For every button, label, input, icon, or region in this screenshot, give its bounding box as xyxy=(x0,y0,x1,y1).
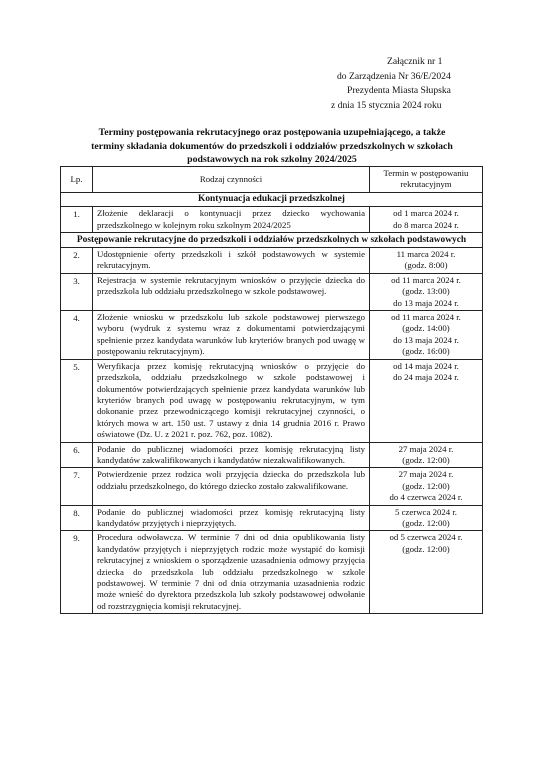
document-title xyxy=(62,126,482,167)
table-row xyxy=(61,311,483,360)
term-line: do 8 marca 2024 r. xyxy=(393,219,459,230)
row-activity: Podanie do publicznej wiadomości przez komisję rekrutacyjną listy kandydatów zakwalifikowanych i kandydatów niezakwalifikowanych. xyxy=(93,442,370,468)
header-activity: Rodzaj czynności xyxy=(93,167,370,193)
term-line: od 14 maja 2024 r. xyxy=(393,360,459,371)
header-term: Termin w postępowaniu rekrutacyjnym xyxy=(370,167,483,193)
table-row xyxy=(61,505,483,531)
row-term xyxy=(370,311,483,360)
section-row xyxy=(61,233,483,248)
title-line: Terminy postępowania rekrutacyjnego oraz postępowania uzupełniającego, a także xyxy=(98,127,446,138)
row-number: 4. xyxy=(61,311,93,360)
term-line: (godz. 12:00) xyxy=(402,480,450,491)
row-number: 9. xyxy=(61,531,93,614)
section-row xyxy=(61,192,483,206)
row-number: 5. xyxy=(61,359,93,442)
row-term xyxy=(370,359,483,442)
row-number: 6. xyxy=(61,442,93,468)
section-title: Postępowanie rekrutacyjne do przedszkoli i oddziałów przedszkolnych w szkołach podstawowych xyxy=(61,233,483,248)
row-number: 8. xyxy=(61,505,93,531)
row-term xyxy=(370,248,483,274)
term-line: (godz. 12:00) xyxy=(402,517,450,528)
term-line: (godz. 16:00) xyxy=(402,346,450,357)
section-title: Kontynuacja edukacji przedszkolnej xyxy=(61,192,483,206)
row-activity: Rejestracja w systemie rekrutacyjnym wniosków o przyjęcie dziecka do przedszkola lub oddziału przedszkolnego w szkole podstawowej. xyxy=(93,273,370,310)
title-line: podstawowych na rok szkolny 2024/2025 xyxy=(187,154,357,166)
term-line: (godz. 8:00) xyxy=(404,260,448,271)
row-activity: Potwierdzenie przez rodzica woli przyjęcia dziecka do przedszkola lub oddziału przedszkolnego, do którego dziecko zostało zakwalifikowane. xyxy=(93,468,370,505)
term-line: od 1 marca 2024 r. xyxy=(393,208,459,219)
term-line: do 13 maja 2024 r. xyxy=(393,297,459,308)
term-line: 5 czerwca 2024 r. xyxy=(394,506,458,517)
term-line: (godz. 12:00) xyxy=(402,543,450,554)
annex-line: z dnia 15 stycznia 2024 roku xyxy=(331,99,442,111)
row-activity: Weryfikacja przez komisję rekrutacyjną wniosków o przyjęcie do przedszkola, oddziału przedszkolnego w szkole podstawowej i dokumentów potwierdzających spełnienie przez kandydata warunków lub kryteriów branych pod uwagę w postępowaniu rekrutacyjnym, w tym dokonanie przez przewodniczącego komisji rekrutacyjnej czynności, o których mowa w art. 150 ust. 7 ustawy z dnia 14 grudnia 2016 r. Prawo oświatowe (Dz. U. z 2021 r. poz. 762, poz. 1082). xyxy=(93,359,370,442)
row-activity: Złożenie wniosku w przedszkolu lub szkole podstawowej pierwszego wyboru (wydruk z systemu wraz z dokumentami potwierdzającymi spełnienie przez kandydata warunków lub kryteriów branych pod uwagę w postępowaniu rekrutacyjnym). xyxy=(93,311,370,360)
term-line: 27 maja 2024 r. xyxy=(398,443,454,454)
term-line: 11 marca 2024 r. xyxy=(396,249,456,260)
row-number: 2. xyxy=(61,248,93,274)
table-row xyxy=(61,531,483,614)
term-line: (godz. 12:00) xyxy=(402,454,450,465)
title-line: terminy składania dokumentów do przedszkoli i oddziałów przedszkolnych w szkołach xyxy=(91,140,453,152)
annex-line: Prezydenta Miasta Słupska xyxy=(347,85,451,96)
table-header-row xyxy=(61,167,483,193)
table-row xyxy=(61,207,483,233)
row-term xyxy=(370,505,483,531)
term-line: 27 maja 2024 r. xyxy=(398,469,454,480)
term-line: do 4 czerwca 2024 r. xyxy=(389,492,463,503)
annex-header xyxy=(325,55,475,113)
row-number: 7. xyxy=(61,468,93,505)
row-term xyxy=(370,468,483,505)
term-line: do 24 maja 2024 r. xyxy=(393,372,459,383)
row-term xyxy=(370,442,483,468)
schedule-table xyxy=(60,166,483,614)
row-term xyxy=(370,531,483,614)
row-activity: Procedura odwoławcza. W terminie 7 dni od dnia opublikowania listy kandydatów przyjętych i nieprzyjętych rodzic może wystąpić do komisji rekrutacyjnej z wnioskiem o sporządzenie uzasadnienia odmowy przyjęcia dziecka do przedszkola lub oddziału przedszkolnego w szkole podstawowej. W terminie 7 dni od dnia otrzymania uzasadnienia rodzic może wnieść do dyrektora przedszkola lub szkoły podstawowej odwołanie od rozstrzygnięcia komisji rekrutacyjnej. xyxy=(93,531,370,614)
table-row xyxy=(61,468,483,505)
table-row xyxy=(61,359,483,442)
row-number: 3. xyxy=(61,273,93,310)
row-activity: Udostępnienie oferty przedszkoli i szkół podstawowych w systemie rekrutacyjnym. xyxy=(93,248,370,274)
table-row xyxy=(61,248,483,274)
table-row xyxy=(61,442,483,468)
term-line: (godz. 14:00) xyxy=(402,323,450,334)
row-term xyxy=(370,207,483,233)
annex-line: Załącznik nr 1 xyxy=(387,56,443,67)
term-line: od 11 marca 2024 r. xyxy=(391,274,461,285)
header-lp: Lp. xyxy=(61,167,93,193)
term-line: od 5 czerwca 2024 r. xyxy=(389,532,463,543)
term-line: do 13 maja 2024 r. xyxy=(393,334,459,345)
term-line: (godz. 13:00) xyxy=(402,286,450,297)
annex-line: do Zarządzenia Nr 36/E/2024 xyxy=(337,70,451,82)
row-activity: Podanie do publicznej wiadomości przez komisję rekrutacyjną listy kandydatów przyjętych i nieprzyjętych. xyxy=(93,505,370,531)
row-number: 1. xyxy=(61,207,93,233)
table-row xyxy=(61,273,483,310)
row-activity: Złożenie deklaracji o kontynuacji przez dziecko wychowania przedszkolnego w kolejnym roku szkolnym 2024/2025 xyxy=(93,207,370,233)
row-term xyxy=(370,273,483,310)
term-line: od 11 marca 2024 r. xyxy=(391,312,461,323)
